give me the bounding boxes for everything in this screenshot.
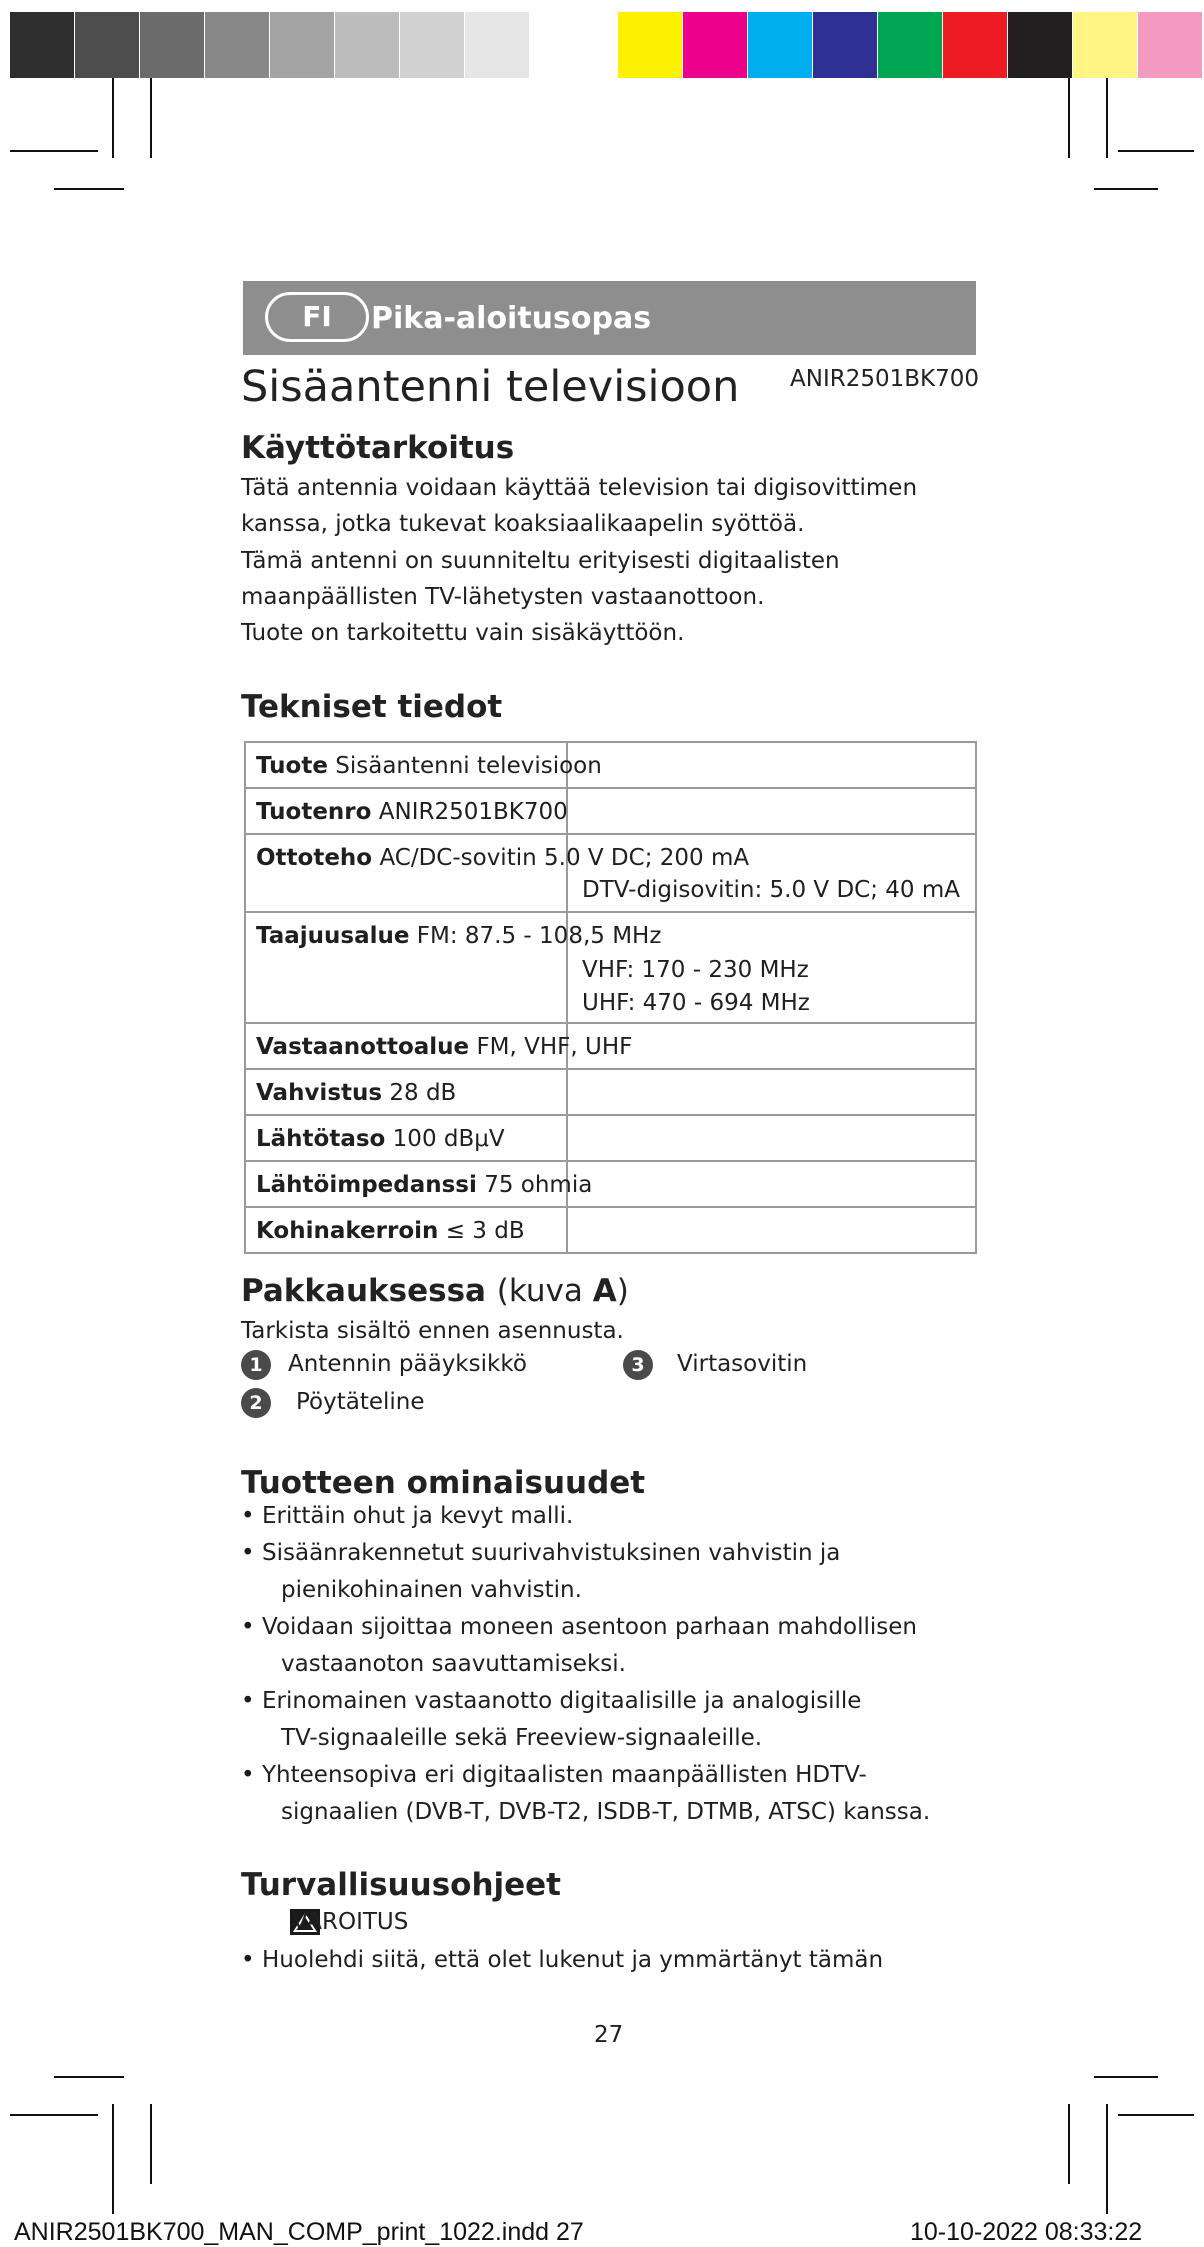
table-row — [245, 912, 976, 1023]
feature-line: signaalien (DVB-T, DVB-T2, ISDB-T, DTMB, ATSC) kanssa. — [281, 1799, 931, 1825]
bullet: • — [241, 1503, 255, 1529]
intended-use-line: Tuote on tarkoitettu vain sisäkäyttöön. — [241, 620, 685, 646]
bullet: • — [241, 1688, 255, 1714]
crop-mark — [1094, 188, 1158, 190]
table-row — [245, 834, 976, 912]
spec-label: Tuotenro — [256, 799, 372, 825]
color-swatch — [618, 12, 682, 78]
crop-mark — [112, 2104, 114, 2214]
package-heading — [241, 1273, 629, 1309]
spec-value: AC/DC-sovitin 5.0 V DC; 200 mA — [379, 845, 750, 871]
product-title: Sisäantenni televisioon — [241, 362, 740, 412]
item-number-badge: 1 — [241, 1350, 271, 1380]
safety-item: Huolehdi siitä, että olet lukenut ja ymmärtänyt tämän — [262, 1947, 884, 1973]
color-swatch — [530, 12, 594, 78]
package-heading-ref — [497, 1273, 629, 1309]
spec-value: FM, VHF, UHF — [476, 1034, 633, 1060]
color-swatch — [813, 12, 877, 78]
spec-label: Lähtöimpedanssi — [256, 1172, 477, 1198]
crop-mark — [1068, 2104, 1070, 2184]
figure-ref-open: (kuva — [496, 1273, 593, 1309]
crop-mark — [1094, 2076, 1158, 2078]
feature-line: Erinomainen vastaanotto digitaalisille ja analogisille — [262, 1688, 862, 1714]
bullet: • — [241, 1540, 255, 1566]
package-item-label: Antennin pääyksikkö — [288, 1351, 527, 1377]
color-swatch — [748, 12, 812, 78]
spec-value: ≤ 3 dB — [445, 1218, 525, 1244]
color-swatch — [205, 12, 269, 78]
bullet: • — [241, 1614, 255, 1640]
crop-mark — [1068, 78, 1070, 158]
spec-value: 100 dBμV — [392, 1126, 505, 1152]
figure-ref-close: ) — [616, 1273, 629, 1309]
spec-label: Vahvistus — [256, 1080, 383, 1106]
crop-mark — [54, 2076, 124, 2078]
color-swatch — [75, 12, 139, 78]
language-badge: FI — [265, 292, 369, 342]
spec-label: Vastaanottoalue — [256, 1034, 470, 1060]
crop-mark — [150, 2104, 152, 2184]
table-row — [245, 1023, 976, 1069]
crop-mark — [112, 78, 114, 158]
print-file-info: ANIR2501BK700_MAN_COMP_print_1022.indd 27 — [14, 2218, 584, 2246]
intended-use-line: Tämä antenni on suunniteltu erityisesti digitaalisten — [241, 548, 840, 574]
package-item-label: Virtasovitin — [677, 1351, 808, 1377]
spec-value: 28 dB — [389, 1080, 457, 1106]
print-timestamp: 10-10-2022 08:33:22 — [910, 2218, 1143, 2246]
spec-value: FM: 87.5 - 108,5 MHz — [416, 923, 662, 949]
package-item-label: Pöytäteline — [296, 1389, 425, 1415]
figure-ref-letter: A — [592, 1273, 617, 1309]
crop-mark — [150, 78, 152, 158]
spec-label: Kohinakerroin — [256, 1218, 439, 1244]
table-row — [245, 1115, 976, 1161]
spec-extra-value: UHF: 470 - 694 MHz — [582, 990, 810, 1016]
color-swatch — [400, 12, 464, 78]
page-number: 27 — [594, 2022, 624, 2048]
color-swatch — [1008, 12, 1072, 78]
spec-label: Tuote — [256, 753, 328, 779]
intended-use-heading: Käyttötarkoitus — [241, 430, 515, 466]
spec-value: Sisäantenni televisioon — [335, 753, 602, 779]
color-swatch — [943, 12, 1007, 78]
color-swatch — [1073, 12, 1137, 78]
color-swatch — [878, 12, 942, 78]
gray-calibration-bar — [10, 12, 595, 78]
crop-mark — [10, 150, 98, 152]
package-note: Tarkista sisältö ennen asennusta. — [241, 1318, 624, 1344]
model-number: ANIR2501BK700 — [790, 366, 979, 392]
package-heading-bold: Pakkauksessa — [241, 1273, 486, 1309]
spec-extra-value: VHF: 170 - 230 MHz — [582, 957, 809, 983]
feature-line: Sisäänrakennetut suurivahvistuksinen vahvistin ja — [262, 1540, 841, 1566]
item-number-badge: 2 — [241, 1388, 271, 1418]
feature-line: Yhteensopiva eri digitaalisten maanpäällisten HDTV- — [262, 1762, 867, 1788]
feature-line: Erittäin ohut ja kevyt malli. — [262, 1503, 574, 1529]
guide-title: Pika-aloitusopas — [371, 301, 652, 336]
crop-mark — [1106, 2104, 1108, 2214]
spec-label: Taajuusalue — [256, 923, 410, 949]
feature-line: pienikohinainen vahvistin. — [281, 1577, 582, 1603]
feature-line: TV-signaaleille sekä Freeview-signaaleille. — [281, 1725, 763, 1751]
item-number-badge: 3 — [623, 1350, 653, 1380]
crop-mark — [1118, 2114, 1194, 2116]
color-swatch — [683, 12, 747, 78]
bullet: • — [241, 1762, 255, 1788]
specs-table — [244, 741, 977, 1254]
color-swatch — [140, 12, 204, 78]
crop-mark — [1118, 150, 1194, 152]
intended-use-line: kanssa, jotka tukevat koaksiaalikaapelin syöttöä. — [241, 511, 805, 537]
table-row — [245, 1069, 976, 1115]
features-heading: Tuotteen ominaisuudet — [241, 1465, 646, 1501]
crop-mark — [54, 188, 124, 190]
color-swatch — [1138, 12, 1202, 78]
warning-label: VAROITUS — [292, 1909, 409, 1935]
table-row — [245, 742, 976, 788]
color-swatch — [10, 12, 74, 78]
spec-label: Lähtötaso — [256, 1126, 386, 1152]
crop-mark — [10, 2114, 98, 2116]
bullet: • — [241, 1947, 255, 1973]
color-swatch — [270, 12, 334, 78]
intended-use-line: maanpäällisten TV-lähetysten vastaanottoon. — [241, 584, 765, 610]
table-row — [245, 788, 976, 834]
spec-label: Ottoteho — [256, 845, 373, 871]
specs-heading: Tekniset tiedot — [241, 689, 503, 725]
section-header-band — [243, 281, 976, 355]
color-swatch — [465, 12, 529, 78]
spec-extra-value: DTV-digisovitin: 5.0 V DC; 40 mA — [582, 877, 961, 903]
safety-heading: Turvallisuusohjeet — [241, 1867, 562, 1903]
feature-line: Voidaan sijoittaa moneen asentoon parhaan mahdollisen — [262, 1614, 917, 1640]
table-row — [245, 1161, 976, 1207]
color-swatch — [335, 12, 399, 78]
color-calibration-bar — [618, 12, 1203, 78]
crop-mark — [1106, 78, 1108, 158]
intended-use-line: Tätä antennia voidaan käyttää television tai digisovittimen — [241, 475, 918, 501]
spec-value: 75 ohmia — [484, 1172, 593, 1198]
spec-value: ANIR2501BK700 — [378, 799, 568, 825]
feature-line: vastaanoton saavuttamiseksi. — [281, 1651, 626, 1677]
table-row — [245, 1207, 976, 1253]
